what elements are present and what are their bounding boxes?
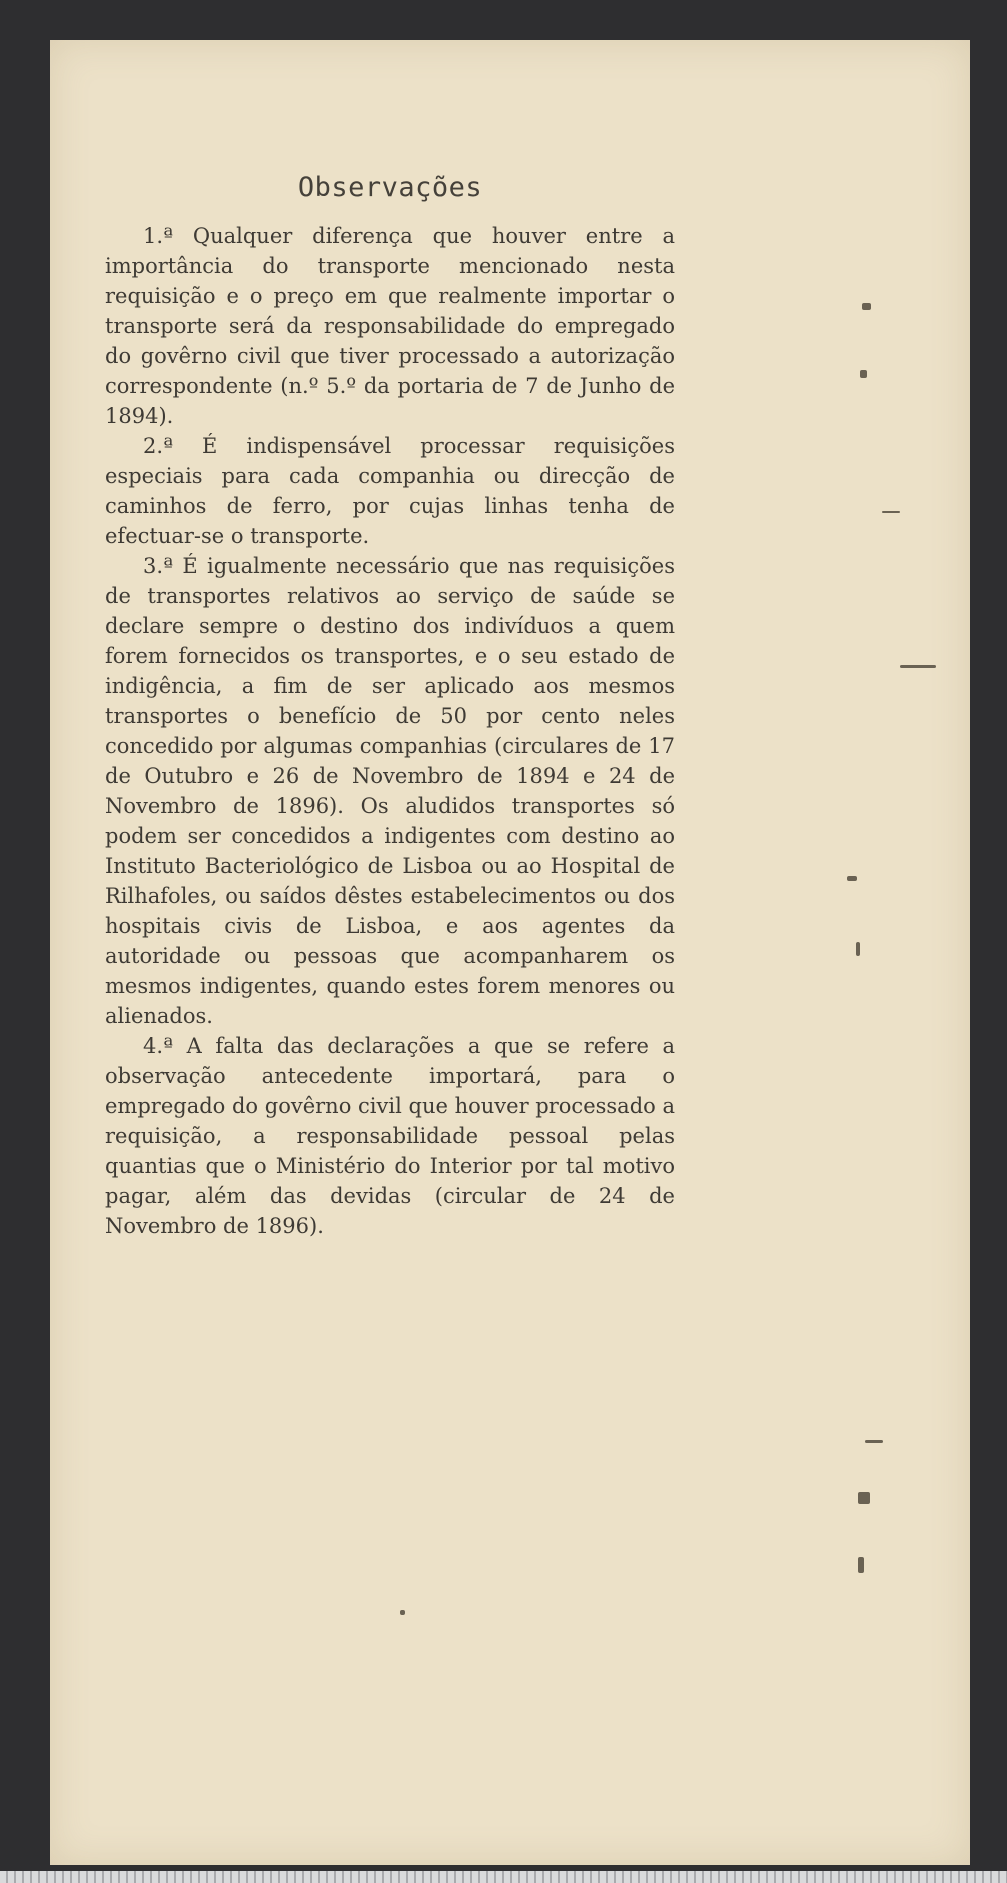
paper-speck: [862, 303, 871, 310]
paper-speck: [858, 1492, 870, 1504]
paper-speck: [865, 1440, 883, 1443]
document-page: [50, 40, 970, 1865]
paper-speck: [860, 370, 867, 378]
paper-speck: [900, 665, 936, 668]
paper-speck: [882, 511, 900, 513]
page-title: Observações: [297, 172, 483, 203]
paper-speck: [856, 942, 860, 956]
observation-3: 3.ª É igualmente necessário que nas requisições de transportes relativos ao serviço de saúde se declare sempre o destino dos indivíduos a quem forem fornecidos os transportes, e o seu estado de indigência, a fim de ser aplicado aos mesmos transportes o benefício de 50 por cento neles concedido por algumas companhias (circulares de 17 de Outubro e 26 de Novembro de 1894 e 24 de Novembro de 1896). Os aludidos transportes só podem ser concedidos a indigentes com destino ao Instituto Bacteriológico de Lisboa ou ao Hospital de Rilhafoles, ou saídos dêstes estabelecimentos ou dos hospitais civis de Lisboa, e aos agentes da autoridade ou pessoas que acompanharem os mesmos indigentes, quando estes forem menores ou alienados.: [105, 554, 675, 1028]
observations-section: [105, 172, 675, 1241]
paper-speck: [400, 1610, 405, 1615]
paper-speck: [847, 876, 857, 881]
paper-speck: [858, 1557, 864, 1573]
observation-4: 4.ª A falta das declarações a que se refere a observação antecedente importará, para o empregado do govêrno civil que houver processado a requisição, a responsabilidade pessoal pelas quantias que o Ministério do Interior por tal motivo pagar, além das devidas (circular de 24 de Novembro de 1896).: [105, 1034, 675, 1238]
scan-edge-strip: [0, 1871, 1007, 1883]
observation-2: 2.ª É indispensável processar requisições especiais para cada companhia ou direcção de caminhos de ferro, por cujas linhas tenha de efectuar-se o transporte.: [105, 434, 675, 548]
observation-1: 1.ª Qualquer diferença que houver entre a importância do transporte mencionado nesta requisição e o preço em que realmente importar o transporte será da responsabilidade do empregado do govêrno civil que tiver processado a autorização correspondente (n.º 5.º da portaria de 7 de Junho de 1894).: [105, 224, 675, 428]
